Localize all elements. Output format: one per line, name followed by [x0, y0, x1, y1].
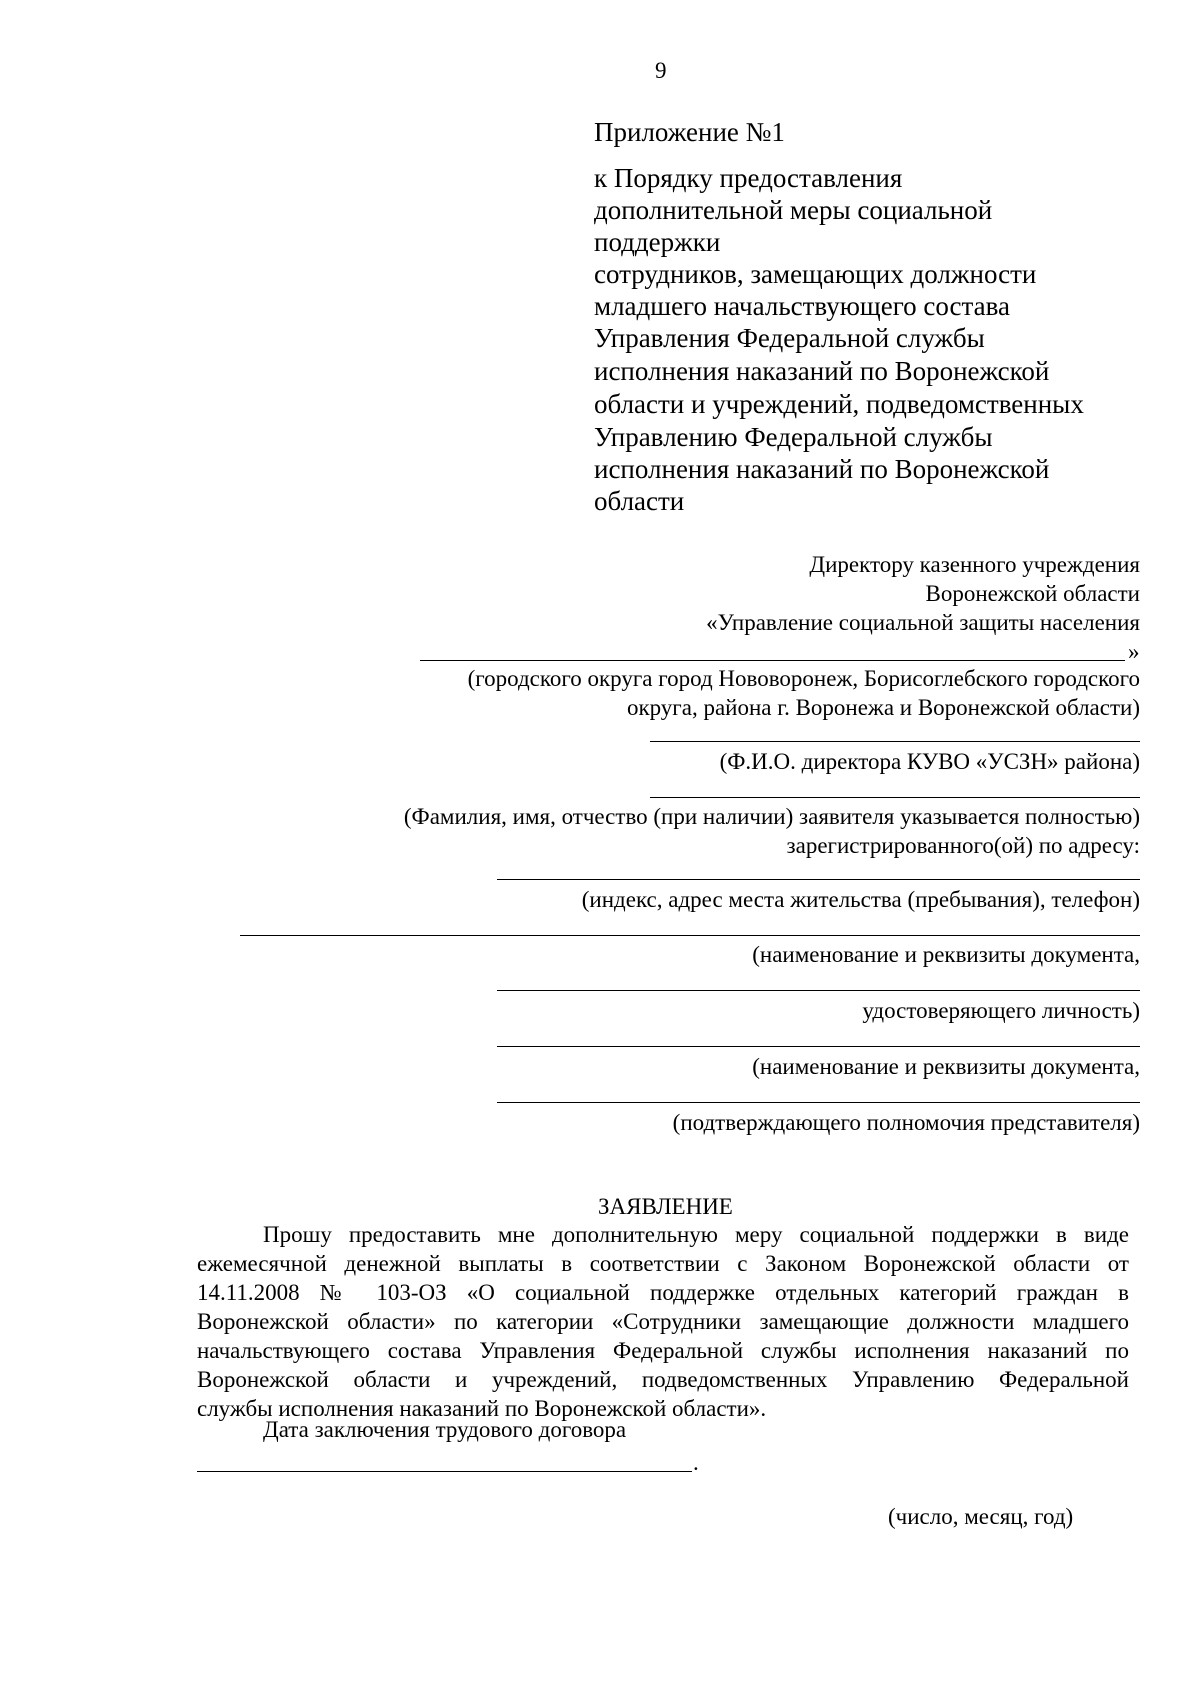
- appendix-line: Управления Федеральной службы: [594, 323, 985, 353]
- address-hint: (индекс, адрес места жительства (пребывания), телефон): [581, 887, 1140, 912]
- representative-hint: (подтверждающего полномочия представителя): [672, 1110, 1140, 1135]
- statement-line: службы исполнения наказаний по Воронежской области».: [197, 1396, 767, 1421]
- addressee-line: Воронежской области: [925, 581, 1140, 606]
- appendix-title: Приложение №1: [594, 117, 785, 147]
- statement-body: [197, 1220, 1129, 1423]
- statement-line: Прошу предоставить мне дополнительную меру социальной поддержки в виде: [263, 1222, 1129, 1247]
- statement-line: начальствующего состава Управления Федеральной службы исполнения наказаний по: [197, 1338, 1129, 1363]
- document-line: [240, 935, 1140, 936]
- applicant-name-hint: (Фамилия, имя, отчество (при наличии) заявителя указывается полностью): [403, 804, 1140, 829]
- representative-line: [497, 1046, 1140, 1047]
- appendix-line: сотрудников, замещающих должности: [594, 259, 1037, 289]
- applicant-name-line: [650, 797, 1140, 798]
- contract-date-label: Дата заключения трудового договора: [263, 1417, 627, 1442]
- document-line-2: [497, 990, 1140, 991]
- page-number: 9: [655, 58, 667, 83]
- address-line: [497, 879, 1140, 880]
- document-hint: (наименование и реквизиты документа,: [752, 942, 1140, 967]
- statement-title: ЗАЯВЛЕНИЕ: [598, 1194, 733, 1219]
- appendix-line: поддержки: [594, 227, 721, 257]
- statement-line: ежемесячной денежной выплаты в соответствии с Законом Воронежской области от: [197, 1251, 1129, 1276]
- contract-date-period: .: [693, 1450, 699, 1475]
- appendix-line: дополнительной меры социальной: [594, 195, 993, 225]
- department-hint: округа, района г. Воронежа и Воронежской области): [626, 695, 1140, 720]
- appendix-line: исполнения наказаний по Воронежской: [594, 454, 1050, 484]
- appendix-line: области: [594, 486, 685, 516]
- addressee-line: «Управление социальной защиты населения: [706, 610, 1140, 635]
- appendix-line: области и учреждений, подведомственных: [594, 389, 1084, 419]
- contract-date-line: [197, 1471, 692, 1472]
- appendix-line: младшего начальствующего состава: [594, 291, 1010, 321]
- representative-hint: (наименование и реквизиты документа,: [752, 1054, 1140, 1079]
- statement-line: Воронежской области» по категории «Сотрудники замещающие должности младшего: [197, 1309, 1129, 1334]
- statement-line: 14.11.2008 № 103-ОЗ «О социальной поддержке отдельных категорий граждан в: [197, 1280, 1129, 1305]
- department-name-line: [420, 660, 1125, 661]
- appendix-line: к Порядку предоставления: [594, 163, 903, 193]
- director-name-line: [650, 741, 1140, 742]
- addressee-line: Директору казенного учреждения: [809, 552, 1140, 577]
- closing-quote: »: [1128, 639, 1140, 664]
- director-hint: (Ф.И.О. директора КУВО «УСЗН» района): [719, 749, 1140, 774]
- appendix-line: исполнения наказаний по Воронежской: [594, 356, 1050, 386]
- department-hint: (городского округа город Нововоронеж, Борисоглебского городского: [467, 666, 1140, 691]
- appendix-line: Управлению Федеральной службы: [594, 422, 993, 452]
- statement-line: Воронежской области и учреждений, подведомственных Управлению Федеральной: [197, 1367, 1129, 1392]
- contract-date-hint: (число, месяц, год): [888, 1504, 1074, 1529]
- representative-line-2: [497, 1102, 1140, 1103]
- registered-label: зарегистрированного(ой) по адресу:: [786, 833, 1140, 858]
- document-hint: удостоверяющего личность): [862, 998, 1140, 1023]
